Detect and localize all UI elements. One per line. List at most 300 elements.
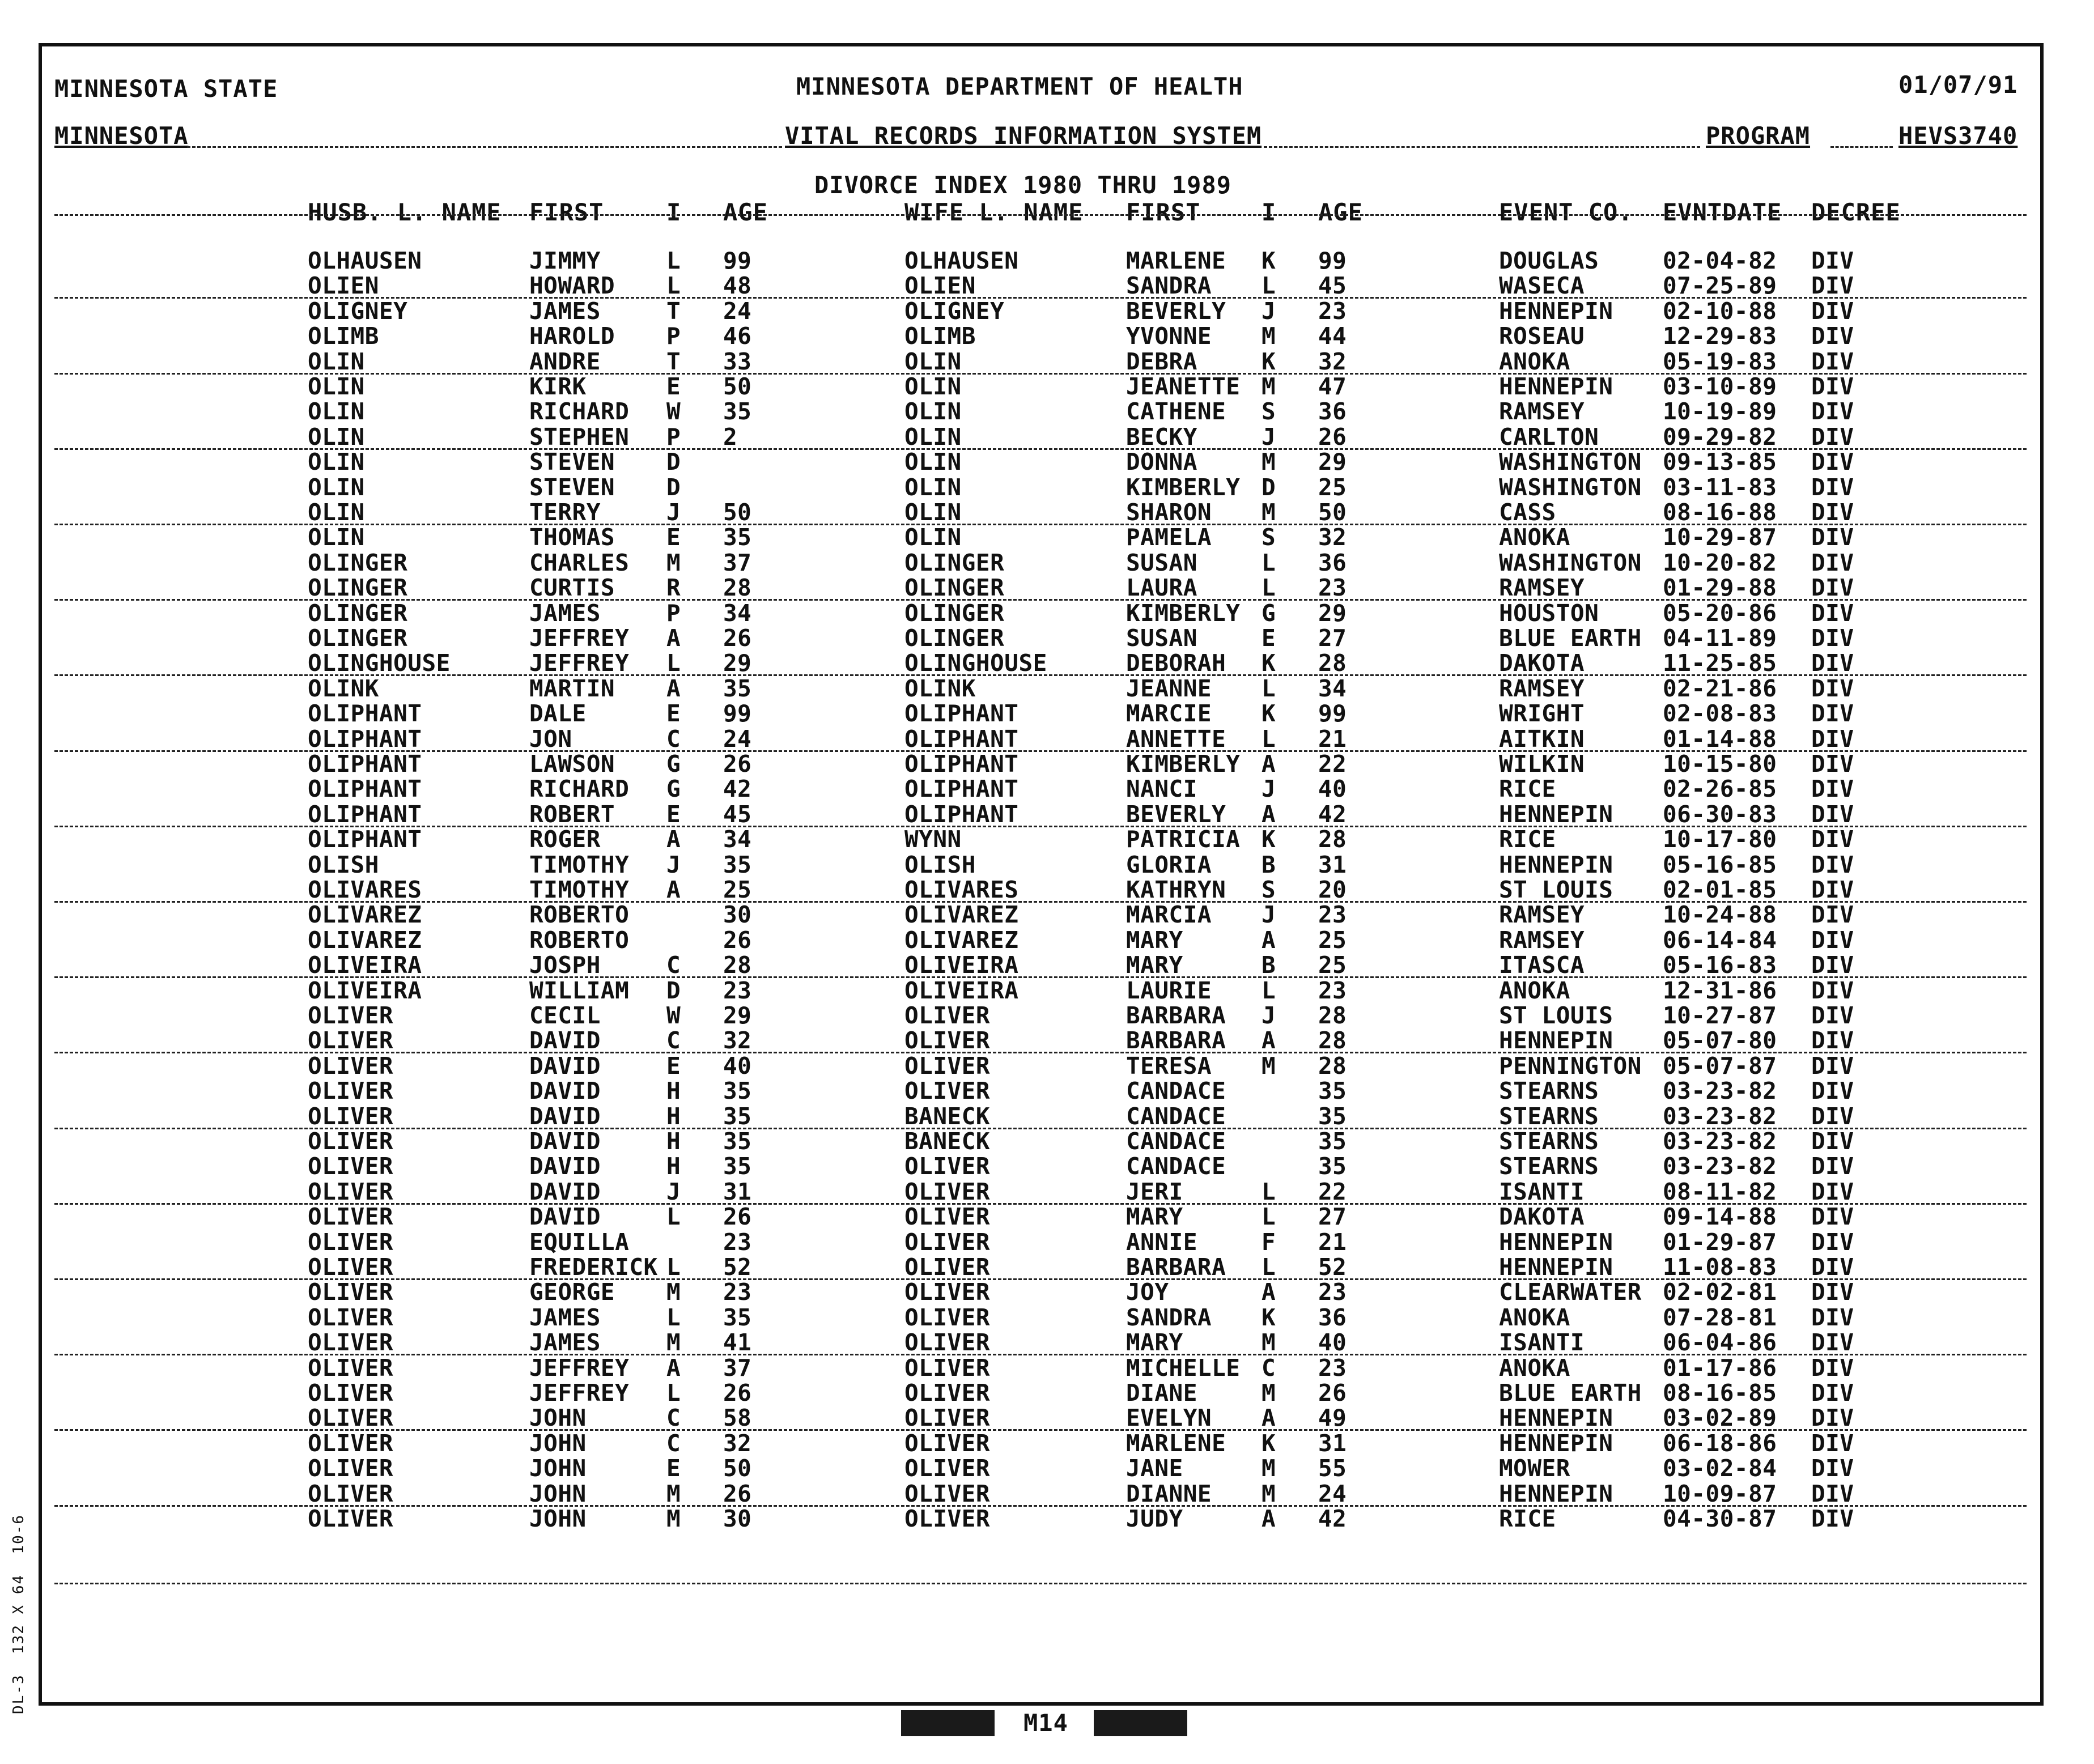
cell-event-date: 09-14-88 [1663,1203,1777,1230]
cell-husb-age: 23 [723,1278,752,1306]
cell-husb-age: 26 [723,1480,752,1507]
cell-husb-first: TIMOTHY [529,876,630,903]
cell-decree: DIV [1811,1430,1854,1457]
cell-husb-last: OLIN [308,524,365,551]
cell-husb-last: OLISH [308,851,379,878]
header-rule-1 [187,146,782,148]
cell-wife-last: OLIPHANT [904,775,1019,802]
cell-husb-first: DALE [529,700,587,727]
cell-wife-init: L [1262,1203,1276,1230]
cell-wife-init: C [1262,1354,1276,1382]
cell-wife-init: B [1262,951,1276,979]
cell-event-county: HOUSTON [1499,600,1599,627]
cell-wife-init: J [1262,297,1276,325]
cell-husb-init: E [666,524,681,551]
cell-husb-first: HOWARD [529,272,615,299]
cell-wife-age: 35 [1318,1128,1347,1155]
cell-husb-age: 58 [723,1404,752,1431]
cell-wife-init: L [1262,977,1276,1004]
cell-husb-last: OLIVER [308,1103,394,1130]
cell-husb-first: EQUILLA [529,1229,630,1256]
cell-husb-age: 29 [723,1002,752,1029]
cell-event-county: AITKIN [1499,725,1585,753]
cell-husb-first: DAVID [529,1153,601,1180]
cell-husb-age: 35 [723,1103,752,1130]
cell-event-county: HENNEPIN [1499,1027,1613,1054]
cell-event-county: CLEARWATER [1499,1278,1642,1306]
cell-husb-age: 2 [723,423,738,450]
cell-husb-last: OLIVER [308,1379,394,1406]
cell-husb-init: R [666,574,681,601]
cell-husb-age: 31 [723,1178,752,1205]
cell-wife-last: OLIVARES [904,876,1019,903]
cell-husb-age: 35 [723,851,752,878]
cell-husb-last: OLIVER [308,1455,394,1482]
cell-wife-first: MARLENE [1126,247,1226,274]
cell-husb-age: 40 [723,1052,752,1079]
cell-wife-last: OLINGHOUSE [904,649,1047,677]
cell-event-county: RAMSEY [1499,901,1585,928]
cell-husb-last: OLIVER [308,1077,394,1104]
cell-event-date: 01-17-86 [1663,1354,1777,1382]
cell-wife-last: OLIN [904,348,962,375]
cell-husb-last: OLINGER [308,549,408,576]
cell-wife-init: L [1262,574,1276,601]
cell-event-county: STEARNS [1499,1153,1599,1180]
cell-husb-first: DAVID [529,1203,601,1230]
cell-wife-last: OLIPHANT [904,725,1019,753]
cell-wife-last: OLIVER [904,1379,991,1406]
cell-wife-age: 28 [1318,1027,1347,1054]
cell-wife-age: 40 [1318,1329,1347,1356]
cell-husb-age: 42 [723,775,752,802]
cell-decree: DIV [1811,600,1854,627]
cell-event-date: 03-23-82 [1663,1077,1777,1104]
cell-event-county: ANOKA [1499,1304,1570,1331]
cell-husb-age: 52 [723,1253,752,1281]
cell-wife-age: 36 [1318,549,1347,576]
cell-event-county: WASECA [1499,272,1585,299]
cell-event-date: 08-11-82 [1663,1178,1777,1205]
cell-event-county: ST LOUIS [1499,876,1613,903]
cell-wife-first: CATHENE [1126,398,1226,425]
cell-husb-init: T [666,348,681,375]
cell-husb-first: ROGER [529,826,601,853]
cell-wife-age: 29 [1318,600,1347,627]
cell-event-county: HENNEPIN [1499,1253,1613,1281]
cell-husb-last: OLIN [308,373,365,400]
cell-wife-last: OLIVER [904,1027,991,1054]
cell-event-date: 03-23-82 [1663,1128,1777,1155]
report-title: DIVORCE INDEX 1980 THRU 1989 [814,171,1232,199]
cell-event-county: ST LOUIS [1499,1002,1613,1029]
cell-wife-first: BARBARA [1126,1253,1226,1281]
cell-event-county: STEARNS [1499,1128,1599,1155]
cell-husb-first: THOMAS [529,524,615,551]
cell-husb-last: OLIVER [308,1153,394,1180]
cell-husb-first: JAMES [529,1304,601,1331]
cell-wife-init: A [1262,1027,1276,1054]
program-id: HEVS3740 [1898,122,2018,150]
cell-husb-first: GEORGE [529,1278,615,1306]
cell-wife-init: L [1262,725,1276,753]
cell-husb-age: 30 [723,901,752,928]
cell-wife-first: KIMBERLY [1126,474,1241,501]
cell-husb-last: OLHAUSEN [308,247,422,274]
cell-decree: DIV [1811,1153,1854,1180]
cell-wife-age: 55 [1318,1455,1347,1482]
cell-wife-first: DIANNE [1126,1480,1212,1507]
cell-husb-age: 41 [723,1329,752,1356]
cell-husb-init: A [666,1354,681,1382]
cell-decree: DIV [1811,1027,1854,1054]
cell-husb-init: E [666,700,681,727]
cell-decree: DIV [1811,574,1854,601]
cell-event-date: 11-25-85 [1663,649,1777,677]
cell-wife-last: OLIN [904,398,962,425]
cell-decree: DIV [1811,1253,1854,1281]
cell-decree: DIV [1811,549,1854,576]
cell-decree: DIV [1811,1052,1854,1079]
cell-decree: DIV [1811,398,1854,425]
cell-husb-init: A [666,675,681,702]
cell-decree: DIV [1811,1002,1854,1029]
col-wife-init: I [1262,198,1277,226]
cell-wife-last: OLIN [904,448,962,475]
cell-wife-last: OLIN [904,423,962,450]
cell-husb-last: OLINGER [308,600,408,627]
cell-event-county: ANOKA [1499,348,1570,375]
cell-husb-age: 37 [723,549,752,576]
cell-wife-age: 20 [1318,876,1347,903]
cell-husb-init: M [666,1329,681,1356]
cell-husb-age: 24 [723,297,752,325]
cell-husb-first: STEPHEN [529,423,630,450]
cell-husb-first: HAROLD [529,322,615,350]
cell-husb-init: E [666,1052,681,1079]
col-wife-first: FIRST [1126,198,1201,226]
program-label: PROGRAM [1706,122,1811,150]
cell-decree: DIV [1811,1379,1854,1406]
cell-husb-age: 26 [723,624,752,652]
cell-wife-init: A [1262,750,1276,777]
cell-wife-last: OLIMB [904,322,976,350]
cell-wife-last: OLIVER [904,1354,991,1382]
cell-husb-first: CECIL [529,1002,601,1029]
cell-wife-age: 26 [1318,1379,1347,1406]
cell-wife-init: B [1262,851,1276,878]
cell-husb-last: OLIN [308,474,365,501]
cell-wife-init: M [1262,448,1276,475]
cell-husb-age: 30 [723,1505,752,1532]
cell-husb-first: STEVEN [529,448,615,475]
cell-husb-first: JOHN [529,1404,587,1431]
cell-husb-first: JON [529,725,572,753]
cell-husb-first: JOHN [529,1480,587,1507]
cell-event-date: 01-29-88 [1663,574,1777,601]
cell-wife-last: OLIN [904,474,962,501]
col-husb-last: HUSB. L. NAME [308,198,502,226]
cell-wife-init: M [1262,1329,1276,1356]
cell-event-date: 01-14-88 [1663,725,1777,753]
cell-wife-last: OLIVER [904,1278,991,1306]
cell-wife-first: TERESA [1126,1052,1212,1079]
cell-husb-age: 32 [723,1027,752,1054]
cell-wife-age: 31 [1318,1430,1347,1457]
cell-decree: DIV [1811,499,1854,526]
cell-event-county: RICE [1499,826,1556,853]
cell-husb-age: 46 [723,322,752,350]
cell-decree: DIV [1811,524,1854,551]
cell-husb-last: OLIVER [308,1203,394,1230]
cell-wife-last: OLIVER [904,1455,991,1482]
cell-wife-last: OLIGNEY [904,297,1005,325]
cell-wife-last: OLIVER [904,1480,991,1507]
cell-husb-first: DAVID [529,1077,601,1104]
cell-husb-first: ROBERTO [529,901,630,928]
cell-event-county: RAMSEY [1499,574,1585,601]
cell-husb-last: OLIPHANT [308,725,422,753]
cell-wife-age: 34 [1318,675,1347,702]
cell-event-county: CASS [1499,499,1556,526]
cell-event-county: RICE [1499,775,1556,802]
header-rule-2 [1264,146,1700,148]
cell-husb-last: OLINGER [308,574,408,601]
cell-husb-first: JEFFREY [529,624,630,652]
cell-wife-age: 29 [1318,448,1347,475]
cell-event-county: DAKOTA [1499,1203,1585,1230]
cell-decree: DIV [1811,1354,1854,1382]
cell-decree: DIV [1811,801,1854,828]
cell-husb-init: M [666,1278,681,1306]
header-rule-3 [1830,146,1893,148]
cell-wife-last: OLIVER [904,1329,991,1356]
cell-husb-last: OLIVER [308,1002,394,1029]
cell-wife-init: E [1262,624,1276,652]
cell-husb-init: H [666,1153,681,1180]
cell-wife-first: ANNETTE [1126,725,1226,753]
cell-wife-age: 31 [1318,851,1347,878]
cell-event-date: 08-16-88 [1663,499,1777,526]
cell-event-date: 10-20-82 [1663,549,1777,576]
cell-wife-age: 99 [1318,700,1347,727]
cell-wife-init: M [1262,1379,1276,1406]
cell-wife-last: OLIVER [904,1253,991,1281]
cell-event-date: 04-11-89 [1663,624,1777,652]
cell-husb-first: MARTIN [529,675,615,702]
cell-husb-last: OLINGHOUSE [308,649,451,677]
cell-wife-init: S [1262,398,1276,425]
cell-event-county: PENNINGTON [1499,1052,1642,1079]
cell-husb-init: P [666,423,681,450]
cell-event-county: HENNEPIN [1499,1229,1613,1256]
cell-husb-init: T [666,297,681,325]
cell-husb-init: M [666,1505,681,1532]
cell-decree: DIV [1811,1505,1854,1532]
col-event-county: EVENT CO. [1499,198,1633,226]
cell-husb-init: C [666,1027,681,1054]
cell-event-date: 03-23-82 [1663,1153,1777,1180]
cell-husb-init: C [666,1430,681,1457]
cell-husb-init: P [666,322,681,350]
cell-event-county: HENNEPIN [1499,801,1613,828]
cell-event-date: 02-02-81 [1663,1278,1777,1306]
cell-husb-init: W [666,398,681,425]
cell-decree: DIV [1811,474,1854,501]
cell-wife-init: L [1262,1253,1276,1281]
cell-husb-last: OLINK [308,675,379,702]
column-header-rule [54,214,2027,216]
cell-husb-init: L [666,1304,681,1331]
col-wife-last: WIFE L. NAME [904,198,1084,226]
cell-event-county: WASHINGTON [1499,448,1642,475]
cell-husb-last: OLIVER [308,1329,394,1356]
cell-event-county: ANOKA [1499,1354,1570,1382]
cell-wife-last: OLIVER [904,1203,991,1230]
cell-husb-first: DAVID [529,1027,601,1054]
cell-decree: DIV [1811,649,1854,677]
cell-husb-first: DAVID [529,1178,601,1205]
cell-wife-first: DEBRA [1126,348,1197,375]
cell-wife-age: 32 [1318,524,1347,551]
cell-event-date: 10-17-80 [1663,826,1777,853]
cell-wife-last: OLIN [904,524,962,551]
cell-wife-last: OLIVAREZ [904,926,1019,954]
cell-wife-age: 23 [1318,901,1347,928]
cell-decree: DIV [1811,348,1854,375]
cell-decree: DIV [1811,926,1854,954]
cell-wife-last: OLIPHANT [904,750,1019,777]
cell-event-county: MOWER [1499,1455,1570,1482]
cell-decree: DIV [1811,1229,1854,1256]
cell-decree: DIV [1811,1077,1854,1104]
cell-husb-first: CHARLES [529,549,630,576]
cell-wife-first: BARBARA [1126,1002,1226,1029]
cell-husb-init: D [666,977,681,1004]
cell-decree: DIV [1811,700,1854,727]
cell-wife-age: 52 [1318,1253,1347,1281]
cell-husb-age: 50 [723,499,752,526]
cell-husb-last: OLIVER [308,1404,394,1431]
cell-event-date: 02-10-88 [1663,297,1777,325]
cell-wife-age: 23 [1318,574,1347,601]
cell-wife-first: MARY [1126,951,1183,979]
cell-event-date: 06-14-84 [1663,926,1777,954]
cell-event-county: BLUE EARTH [1499,624,1642,652]
cell-wife-age: 26 [1318,423,1347,450]
cell-husb-age: 26 [723,750,752,777]
cell-event-date: 12-29-83 [1663,322,1777,350]
cell-wife-first: CANDACE [1126,1077,1226,1104]
cell-husb-first: ROBERT [529,801,615,828]
cell-husb-last: OLIPHANT [308,826,422,853]
cell-husb-age: 34 [723,600,752,627]
cell-wife-first: MARY [1126,1329,1183,1356]
cell-event-county: HENNEPIN [1499,373,1613,400]
cell-wife-init: L [1262,549,1276,576]
cell-event-county: ITASCA [1499,951,1585,979]
cell-husb-init: M [666,1480,681,1507]
cell-husb-age: 48 [723,272,752,299]
cell-wife-init: A [1262,1278,1276,1306]
cell-husb-last: OLIVER [308,1027,394,1054]
cell-wife-init: K [1262,826,1276,853]
cell-wife-init: A [1262,926,1276,954]
cell-husb-age: 99 [723,247,752,274]
cell-decree: DIV [1811,1278,1854,1306]
cell-event-county: RAMSEY [1499,675,1585,702]
cell-event-date: 05-20-86 [1663,600,1777,627]
cell-husb-init: G [666,775,681,802]
cell-wife-init: A [1262,1505,1276,1532]
cell-wife-age: 47 [1318,373,1347,400]
cell-husb-age: 24 [723,725,752,753]
cell-wife-first: SANDRA [1126,272,1212,299]
cell-wife-age: 35 [1318,1103,1347,1130]
cell-wife-age: 22 [1318,1178,1347,1205]
cell-decree: DIV [1811,297,1854,325]
cell-husb-last: OLIMB [308,322,379,350]
cell-wife-last: OLIVER [904,1178,991,1205]
cell-event-county: RAMSEY [1499,926,1585,954]
cell-husb-init: E [666,1455,681,1482]
col-husb-age: AGE [723,198,768,226]
cell-wife-age: 23 [1318,297,1347,325]
cell-wife-init: K [1262,1430,1276,1457]
cell-wife-init: K [1262,247,1276,274]
cell-husb-last: OLIPHANT [308,750,422,777]
cell-event-date: 03-23-82 [1663,1103,1777,1130]
cell-husb-first: JOHN [529,1455,587,1482]
cell-wife-last: OLINK [904,675,976,702]
cell-event-county: HENNEPIN [1499,1430,1613,1457]
cell-husb-init: L [666,272,681,299]
cell-event-county: STEARNS [1499,1077,1599,1104]
cell-wife-last: OLIVER [904,1404,991,1431]
cell-husb-init: J [666,1178,681,1205]
cell-wife-last: OLIVER [904,1002,991,1029]
cell-husb-first: JEFFREY [529,649,630,677]
cell-wife-init: J [1262,901,1276,928]
col-event-date: EVNTDATE [1663,198,1782,226]
cell-wife-last: OLINGER [904,574,1005,601]
cell-husb-init: H [666,1077,681,1104]
cell-husb-last: OLIVER [308,1052,394,1079]
cell-wife-age: 27 [1318,1203,1347,1230]
col-husb-init: I [666,198,682,226]
cell-wife-init: M [1262,322,1276,350]
cell-husb-init: C [666,951,681,979]
cell-husb-last: OLINGER [308,624,408,652]
cell-husb-init: E [666,801,681,828]
cell-husb-init: H [666,1128,681,1155]
frame-id: M14 [1023,1709,1068,1737]
cell-wife-last: OLIVER [904,1505,991,1532]
cell-husb-last: OLIN [308,448,365,475]
cell-wife-init: J [1262,775,1276,802]
cell-wife-first: MARLENE [1126,1430,1226,1457]
cell-decree: DIV [1811,448,1854,475]
col-decree: DECREE [1811,198,1901,226]
cell-wife-age: 28 [1318,826,1347,853]
cell-wife-age: 35 [1318,1077,1347,1104]
cell-wife-init: F [1262,1229,1276,1256]
cell-husb-age: 32 [723,1430,752,1457]
cell-event-date: 02-26-85 [1663,775,1777,802]
cell-husb-age: 23 [723,1229,752,1256]
cell-husb-age: 26 [723,1379,752,1406]
cell-husb-first: ROBERTO [529,926,630,954]
